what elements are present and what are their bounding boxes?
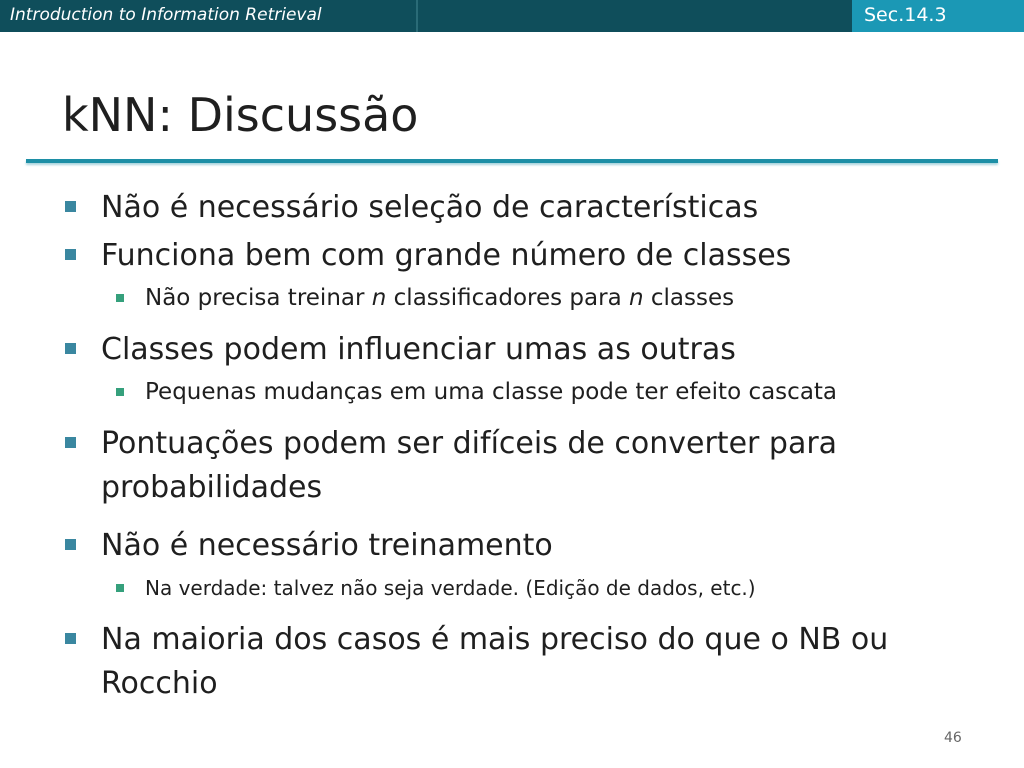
bullet-item (62, 234, 992, 278)
bullet-item (62, 186, 992, 230)
square-bullet-icon (116, 388, 124, 396)
section-badge (852, 0, 1024, 32)
bullet-text: Na maioria dos casos é mais preciso do que o NB ou Rocchio (101, 622, 889, 701)
square-bullet-icon (65, 437, 76, 448)
square-bullet-icon (65, 539, 76, 550)
text-part: classificadores para (386, 285, 629, 311)
slide-title: kNN: Discussão (62, 88, 419, 142)
sub-bullet-item (62, 376, 992, 408)
course-title: Introduction to Information Retrieval (10, 5, 322, 25)
sub-bullet-text (145, 285, 734, 311)
square-bullet-icon (65, 249, 76, 260)
bullet-text: Pontuações podem ser difíceis de converter para probabilidades (101, 426, 838, 505)
sub-bullet-text: Na verdade: talvez não seja verdade. (Edição de dados, etc.) (145, 576, 756, 600)
bullet-item (62, 422, 992, 510)
italic-variable: n (629, 285, 644, 311)
sub-bullet-item (62, 282, 992, 314)
bullet-text: Não é necessário seleção de características (101, 190, 759, 225)
page-number: 46 (944, 730, 962, 746)
bullet-text: Funciona bem com grande número de classes (101, 238, 792, 273)
square-bullet-icon (65, 343, 76, 354)
bullet-list (62, 186, 992, 720)
bullet-text: Não é necessário treinamento (101, 528, 553, 563)
text-part: Não precisa treinar (145, 285, 372, 311)
square-bullet-icon (65, 201, 76, 212)
header-bar (0, 0, 1024, 32)
square-bullet-icon (116, 584, 124, 592)
sub-bullet-item (62, 572, 992, 604)
title-underline (26, 159, 998, 163)
text-part: classes (643, 285, 735, 311)
square-bullet-icon (116, 294, 124, 302)
bullet-item (62, 618, 992, 706)
header-divider (416, 0, 418, 32)
section-label: Sec.14.3 (864, 4, 947, 26)
italic-variable: n (371, 285, 387, 311)
bullet-item (62, 524, 992, 568)
bullet-text: Classes podem influenciar umas as outras (101, 332, 736, 367)
sub-bullet-text: Pequenas mudanças em uma classe pode ter efeito cascata (145, 379, 838, 405)
bullet-item (62, 328, 992, 372)
square-bullet-icon (65, 633, 76, 644)
